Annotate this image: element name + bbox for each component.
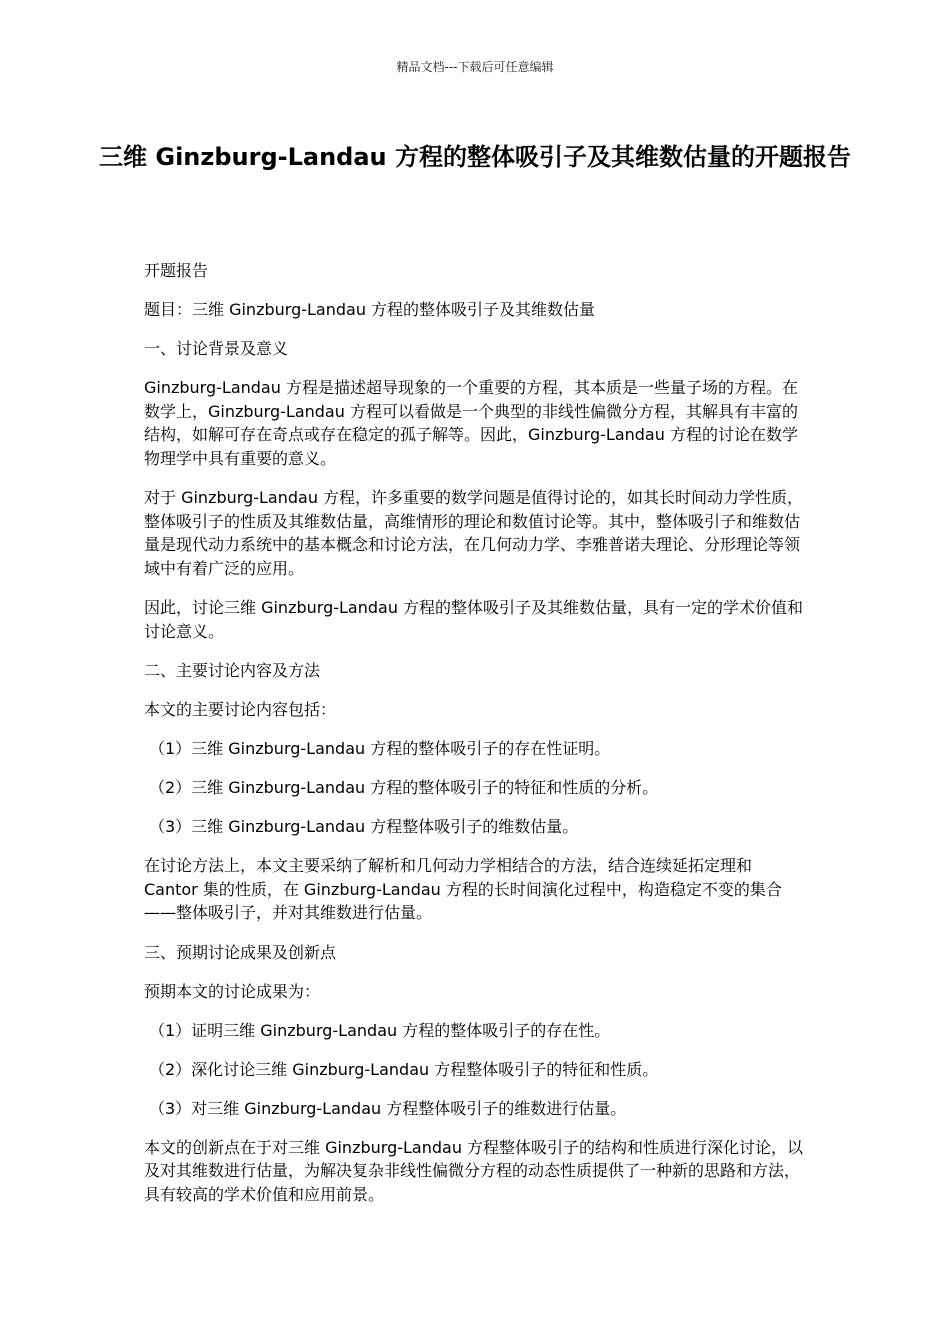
section-heading-background: 一、讨论背景及意义 — [144, 339, 289, 358]
document-body — [144, 259, 810, 1222]
background-paragraph-2: 对于 Ginzburg-Landau 方程，许多重要的数学问题是值得讨论的，如其长时间动力学性质，整体吸引子的性质及其维数估量，高维情形的理论和数值讨论等。其中，整体吸引子和维数估量是现代动力系统中的基本概念和讨论方法，在几何动力学、李雅普诺夫理论、分形理论等领域中有着广泛的应用。 — [144, 488, 804, 578]
topic-line: 题目：三维 Ginzburg-Landau 方程的整体吸引子及其维数估量 — [144, 300, 596, 319]
content-item-1: （1）三维 Ginzburg-Landau 方程的整体吸引子的存在性证明。 — [149, 739, 611, 758]
content-item-3: （3）三维 Ginzburg-Landau 方程整体吸引子的维数估量。 — [149, 817, 579, 836]
content-item-2: （2）三维 Ginzburg-Landau 方程的整体吸引子的特征和性质的分析。 — [149, 778, 659, 797]
background-paragraph-3: 因此，讨论三维 Ginzburg-Landau 方程的整体吸引子及其维数估量，具有一定的学术价值和讨论意义。 — [144, 598, 804, 641]
method-paragraph: 在讨论方法上，本文主要采纳了解析和几何动力学相结合的方法，结合连续延拓定理和 Cantor 集的性质，在 Ginzburg-Landau 方程的长时间演化过程中，构造稳定不变的集合——整体吸引子，并对其维数进行估量。 — [144, 856, 782, 922]
report-label: 开题报告 — [144, 261, 209, 280]
results-item-2: （2）深化讨论三维 Ginzburg-Landau 方程整体吸引子的特征和性质。 — [149, 1059, 659, 1079]
background-paragraph-1: Ginzburg-Landau 方程是描述超导现象的一个重要的方程，其本质是一些量子场的方程。在数学上，Ginzburg-Landau 方程可以看做是一个典型的非线性偏微分方程，其解具有丰富的结构，如解可存在奇点或存在稳定的孤子解等。因此，Ginzburg-Landau 方程的讨论在数学物理学中具有重要的意义。 — [144, 378, 798, 468]
document-title: 三维 Ginzburg-Landau 方程的整体吸引子及其维数估量的开题报告 — [99, 143, 851, 171]
section-heading-results: 三、预期讨论成果及创新点 — [144, 942, 337, 962]
results-item-1: （1）证明三维 Ginzburg-Landau 方程的整体吸引子的存在性。 — [149, 1020, 611, 1040]
results-intro: 预期本文的讨论成果为： — [144, 981, 321, 1001]
results-item-3: （3）对三维 Ginzburg-Landau 方程整体吸引子的维数进行估量。 — [149, 1098, 627, 1118]
innovation-paragraph: 本文的创新点在于对三维 Ginzburg-Landau 方程整体吸引子的结构和性质进行深化讨论，以及对其维数进行估量，为解决复杂非线性偏微分方程的动态性质提供了一种新的思路和方法，具有较高的学术价值和应用前景。 — [144, 1137, 804, 1204]
content-intro: 本文的主要讨论内容包括： — [144, 700, 337, 719]
header-note: 精品文档---下载后可任意编辑 — [396, 60, 554, 74]
section-heading-content: 二、主要讨论内容及方法 — [144, 661, 321, 680]
